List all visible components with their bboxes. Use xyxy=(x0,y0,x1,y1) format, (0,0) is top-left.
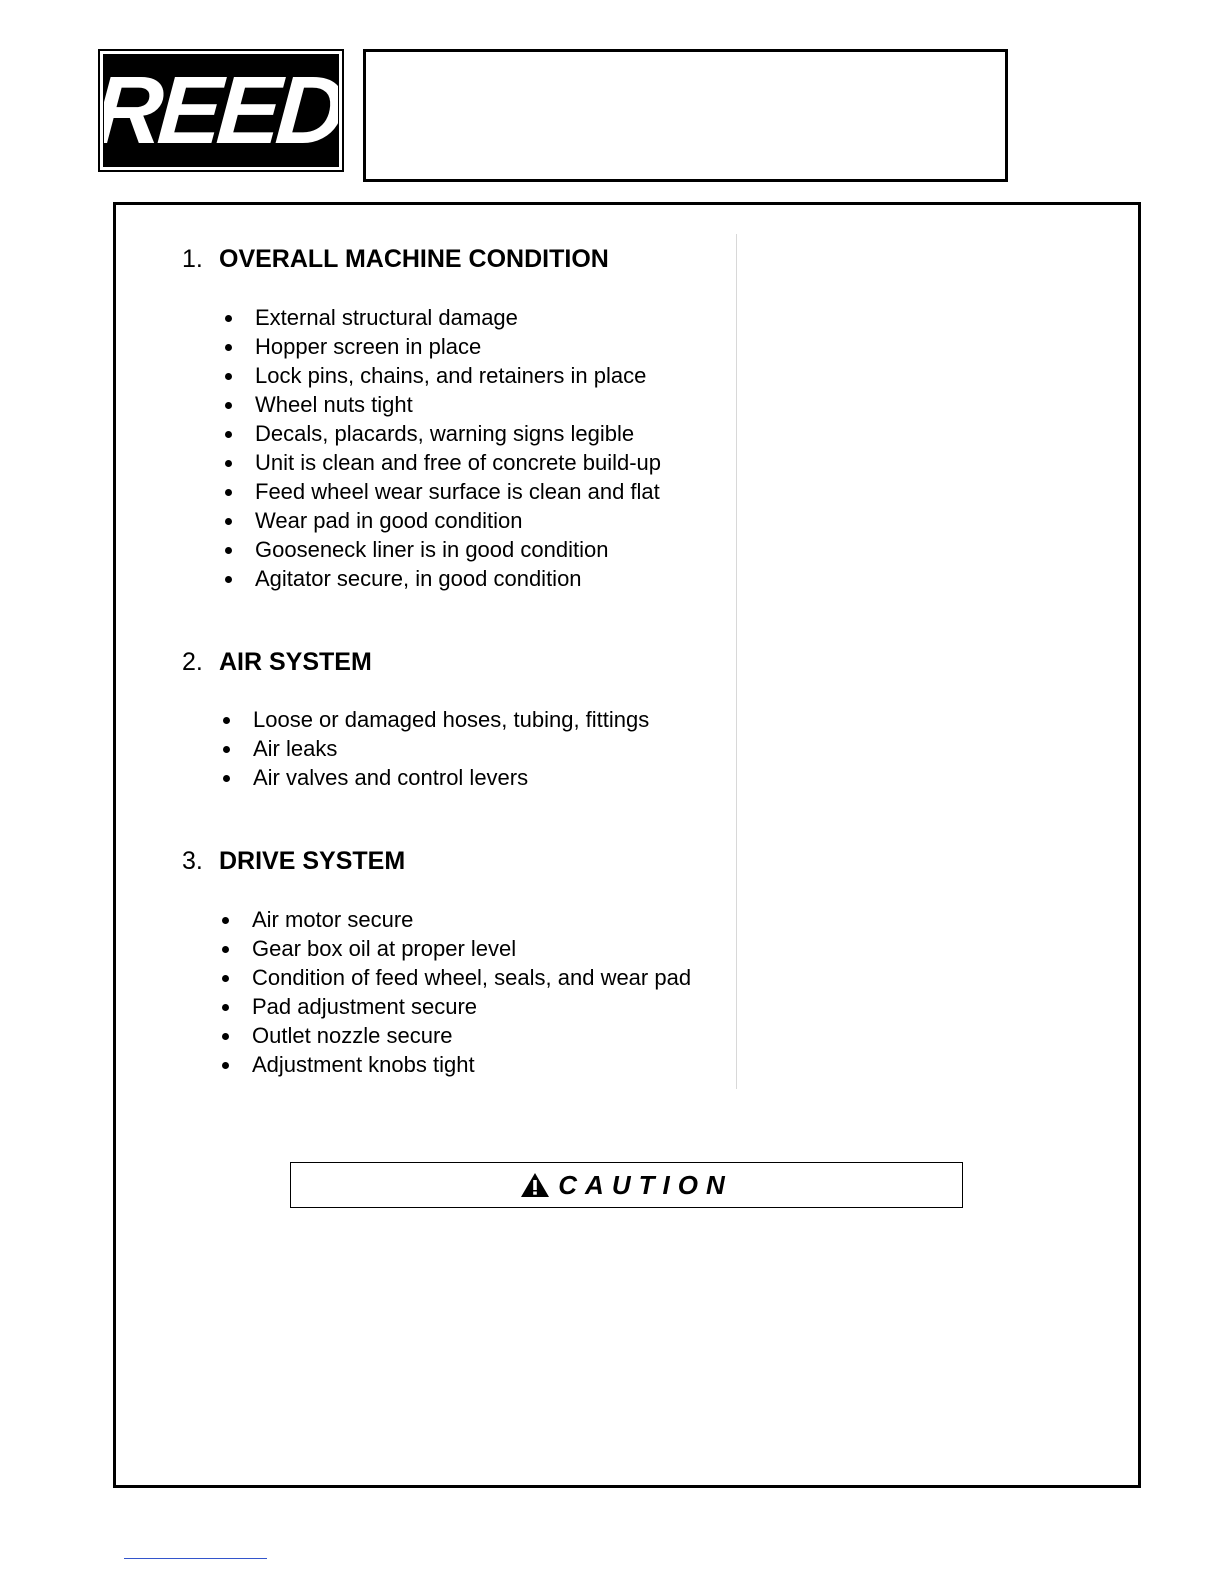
column-divider xyxy=(736,234,737,1089)
bullet-icon xyxy=(225,547,232,554)
list-item-text: Wear pad in good condition xyxy=(255,508,523,533)
list-item xyxy=(222,419,661,448)
list-item xyxy=(222,564,661,593)
bullet-icon xyxy=(222,1033,229,1040)
footer-link-underline[interactable] xyxy=(124,1558,267,1559)
reed-logo-mark xyxy=(103,54,339,167)
bullet-icon xyxy=(225,315,232,322)
drive-system-list xyxy=(219,905,691,1079)
section-number: 1. xyxy=(182,245,203,273)
list-item xyxy=(220,763,649,792)
bullet-icon xyxy=(225,489,232,496)
bullet-icon xyxy=(223,717,230,724)
list-item xyxy=(219,905,691,934)
caution-label: CAUTION xyxy=(558,1169,733,1200)
list-item xyxy=(219,1021,691,1050)
bullet-icon xyxy=(225,373,232,380)
list-item xyxy=(220,705,649,734)
reed-logo xyxy=(98,49,344,172)
list-item xyxy=(222,361,661,390)
list-item-text: Gooseneck liner is in good condition xyxy=(255,537,609,562)
section-number: 2. xyxy=(182,648,203,676)
reed-logo-lettering xyxy=(104,55,338,166)
bullet-icon xyxy=(222,946,229,953)
list-item xyxy=(219,963,691,992)
list-item-text: Agitator secure, in good condition xyxy=(255,566,582,591)
list-item-text: Air valves and control levers xyxy=(253,765,529,790)
list-item xyxy=(222,477,661,506)
bullet-icon xyxy=(222,917,229,924)
section-air-system xyxy=(182,647,372,677)
bullet-icon xyxy=(223,775,230,782)
section-title: AIR SYSTEM xyxy=(219,648,372,676)
list-item-text: Condition of feed wheel, seals, and wear pad xyxy=(252,965,692,990)
bullet-icon xyxy=(222,1062,229,1069)
header-title-box xyxy=(363,49,1008,182)
bullet-icon xyxy=(225,518,232,525)
list-item xyxy=(219,1050,691,1079)
list-item-text: External structural damage xyxy=(255,305,518,330)
bullet-icon xyxy=(225,344,232,351)
list-item-text: Lock pins, chains, and retainers in place xyxy=(255,363,647,388)
list-item-text: Decals, placards, warning signs legible xyxy=(255,421,635,446)
list-item-text: Pad adjustment secure xyxy=(252,994,478,1019)
bullet-icon xyxy=(225,431,232,438)
section-title: DRIVE SYSTEM xyxy=(219,847,406,875)
bullet-icon xyxy=(223,746,230,753)
bullet-icon xyxy=(225,576,232,583)
section-heading xyxy=(182,647,372,677)
warning-triangle-icon xyxy=(520,1172,550,1198)
air-system-list xyxy=(220,705,649,792)
section-heading xyxy=(182,244,609,274)
list-item xyxy=(222,506,661,535)
list-item xyxy=(222,332,661,361)
list-item xyxy=(219,934,691,963)
list-item-text: Hopper screen in place xyxy=(255,334,482,359)
list-item-text: Adjustment knobs tight xyxy=(252,1052,475,1077)
section-heading xyxy=(182,846,405,876)
bullet-icon xyxy=(225,402,232,409)
list-item xyxy=(222,535,661,564)
list-item-text: Air motor secure xyxy=(252,907,414,932)
section-drive-system xyxy=(182,846,405,876)
list-item-text: Outlet nozzle secure xyxy=(252,1023,453,1048)
caution-banner xyxy=(290,1162,963,1208)
list-item-text: Gear box oil at proper level xyxy=(252,936,517,961)
section-overall-machine-condition xyxy=(182,244,609,274)
svg-text:REED: REED xyxy=(104,57,338,164)
list-item-text: Air leaks xyxy=(253,736,338,761)
list-item-text: Loose or damaged hoses, tubing, fittings xyxy=(253,707,650,732)
list-item-text: Unit is clean and free of concrete build-up xyxy=(255,450,662,475)
list-item xyxy=(222,448,661,477)
list-item-text: Feed wheel wear surface is clean and flat xyxy=(255,479,660,504)
list-item xyxy=(220,734,649,763)
list-item xyxy=(222,390,661,419)
list-item xyxy=(219,992,691,1021)
section-title: OVERALL MACHINE CONDITION xyxy=(219,245,609,273)
bullet-icon xyxy=(225,460,232,467)
section-number: 3. xyxy=(182,847,203,875)
list-item-text: Wheel nuts tight xyxy=(255,392,413,417)
bullet-icon xyxy=(222,975,229,982)
overall-condition-list xyxy=(222,303,661,593)
bullet-icon xyxy=(222,1004,229,1011)
list-item xyxy=(222,303,661,332)
